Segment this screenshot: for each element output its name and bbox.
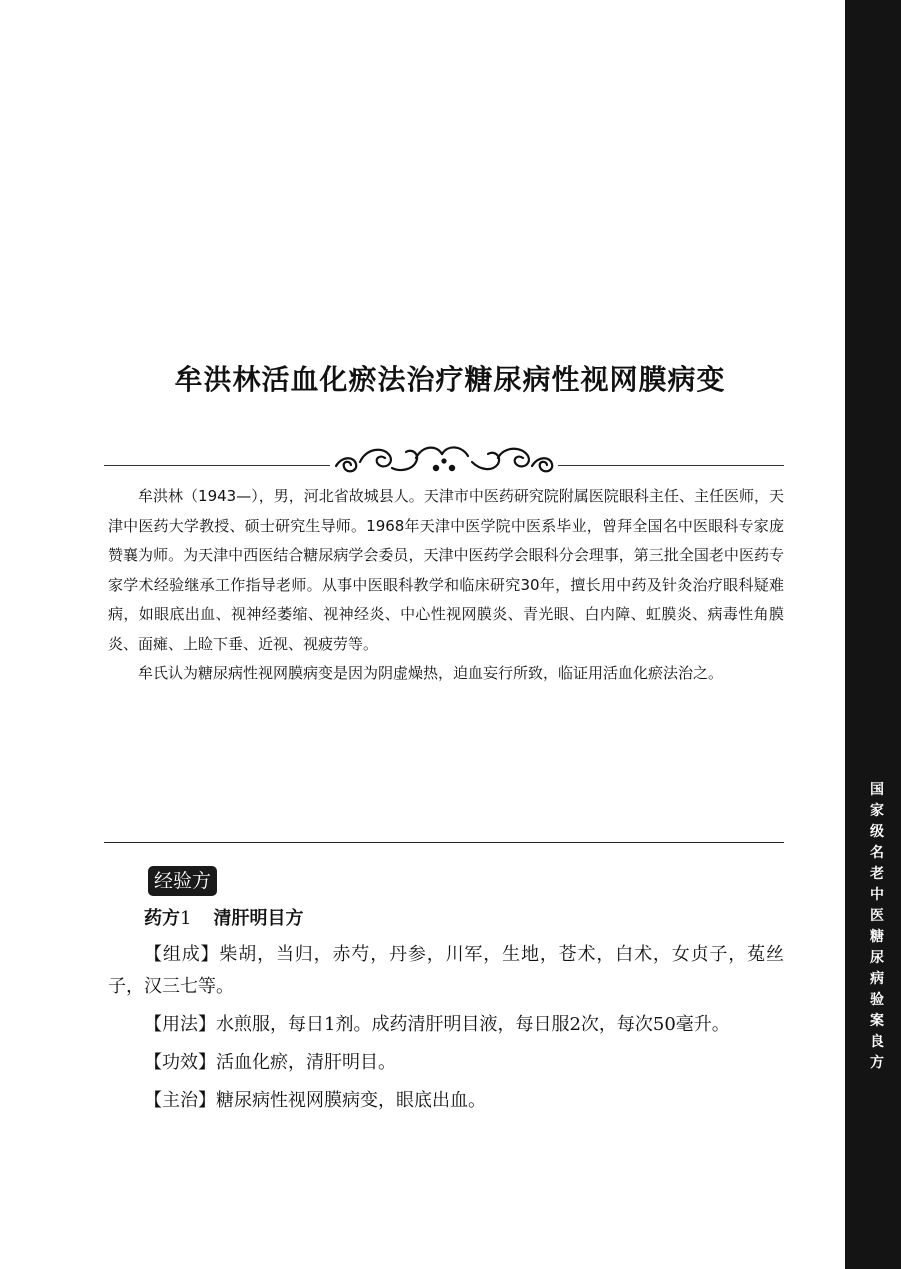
book-side-tab [845,0,901,1269]
prescription-number: 1 [180,908,192,929]
efficacy-tag: 【功效】 [144,1052,216,1073]
title-ornament [104,438,784,478]
indication-text: 糖尿病性视网膜病变，眼底出血。 [216,1090,486,1111]
side-tab-char: 级 [870,824,884,840]
side-tab-char: 病 [870,971,884,987]
side-tab-char: 国 [870,782,884,798]
side-tab-char: 中 [870,887,884,903]
side-tab-char: 方 [870,1055,884,1071]
side-tab-char: 糖 [870,929,884,945]
biography-paragraph: 牟洪林（1943—），男，河北省故城县人。天津市中医药研究院附属医院眼科主任、主任医师，天津中医药大学教授、硕士研究生导师。1968年天津中医学院中医系毕业，曾拜全国名中医眼科专家庞赞襄为师。为天津中西医结合糖尿病学会委员，天津中医药学会眼科分会理事，第三批全国老中医药专家学术经验继承工作指导老师。从事中医眼科教学和临床研究30年，擅长用中药及针灸治疗眼科疑难病，如眼底出血、视神经萎缩、视神经炎、中心性视网膜炎、青光眼、白内障、虹膜炎、病毒性角膜炎、面瘫、上睑下垂、近视、视疲劳等。 [108,487,784,653]
scroll-ornament-icon [332,438,556,478]
ingredients-paragraph [108,939,784,1003]
side-tab-title [859,780,895,1074]
side-tab-char: 名 [870,845,884,861]
side-tab-char: 验 [870,992,884,1008]
prescription-block [108,903,784,1123]
indication-paragraph [108,1085,784,1117]
prescription-heading [108,903,784,935]
side-tab-char: 医 [870,908,884,924]
section-badge: 经验方 [148,866,217,896]
ingredients-tag: 【组成】 [144,944,220,965]
prescription-label: 药方 [144,908,180,929]
viewpoint-paragraph: 牟氏认为糖尿病性视网膜病变是因为阴虚燥热，迫血妄行所致，临证用活血化瘀法治之。 [138,664,724,682]
side-tab-char: 家 [870,803,884,819]
side-tab-char: 案 [870,1013,884,1029]
usage-paragraph [108,1009,784,1041]
prescription-name: 清肝明目方 [213,908,304,929]
usage-text: 水煎服，每日1剂。成药清肝明目液，每日服2次，每次50毫升。 [216,1014,730,1035]
section-divider [104,842,784,843]
usage-tag: 【用法】 [144,1014,216,1035]
page-title: 牟洪林活血化瘀法治疗糖尿病性视网膜病变 [174,363,726,396]
efficacy-text: 活血化瘀，清肝明目。 [216,1052,396,1073]
ornament-line-left [104,465,330,466]
side-tab-char: 尿 [870,950,884,966]
ingredients-text: 柴胡，当归，赤芍，丹参，川军，生地，苍术，白术，女贞子，菟丝子，汉三七等。 [108,944,785,997]
side-tab-char: 老 [870,866,884,882]
side-tab-char: 良 [870,1034,884,1050]
indication-tag: 【主治】 [144,1090,216,1111]
author-biography [108,482,784,689]
ornament-line-right [558,465,784,466]
efficacy-paragraph [108,1047,784,1079]
